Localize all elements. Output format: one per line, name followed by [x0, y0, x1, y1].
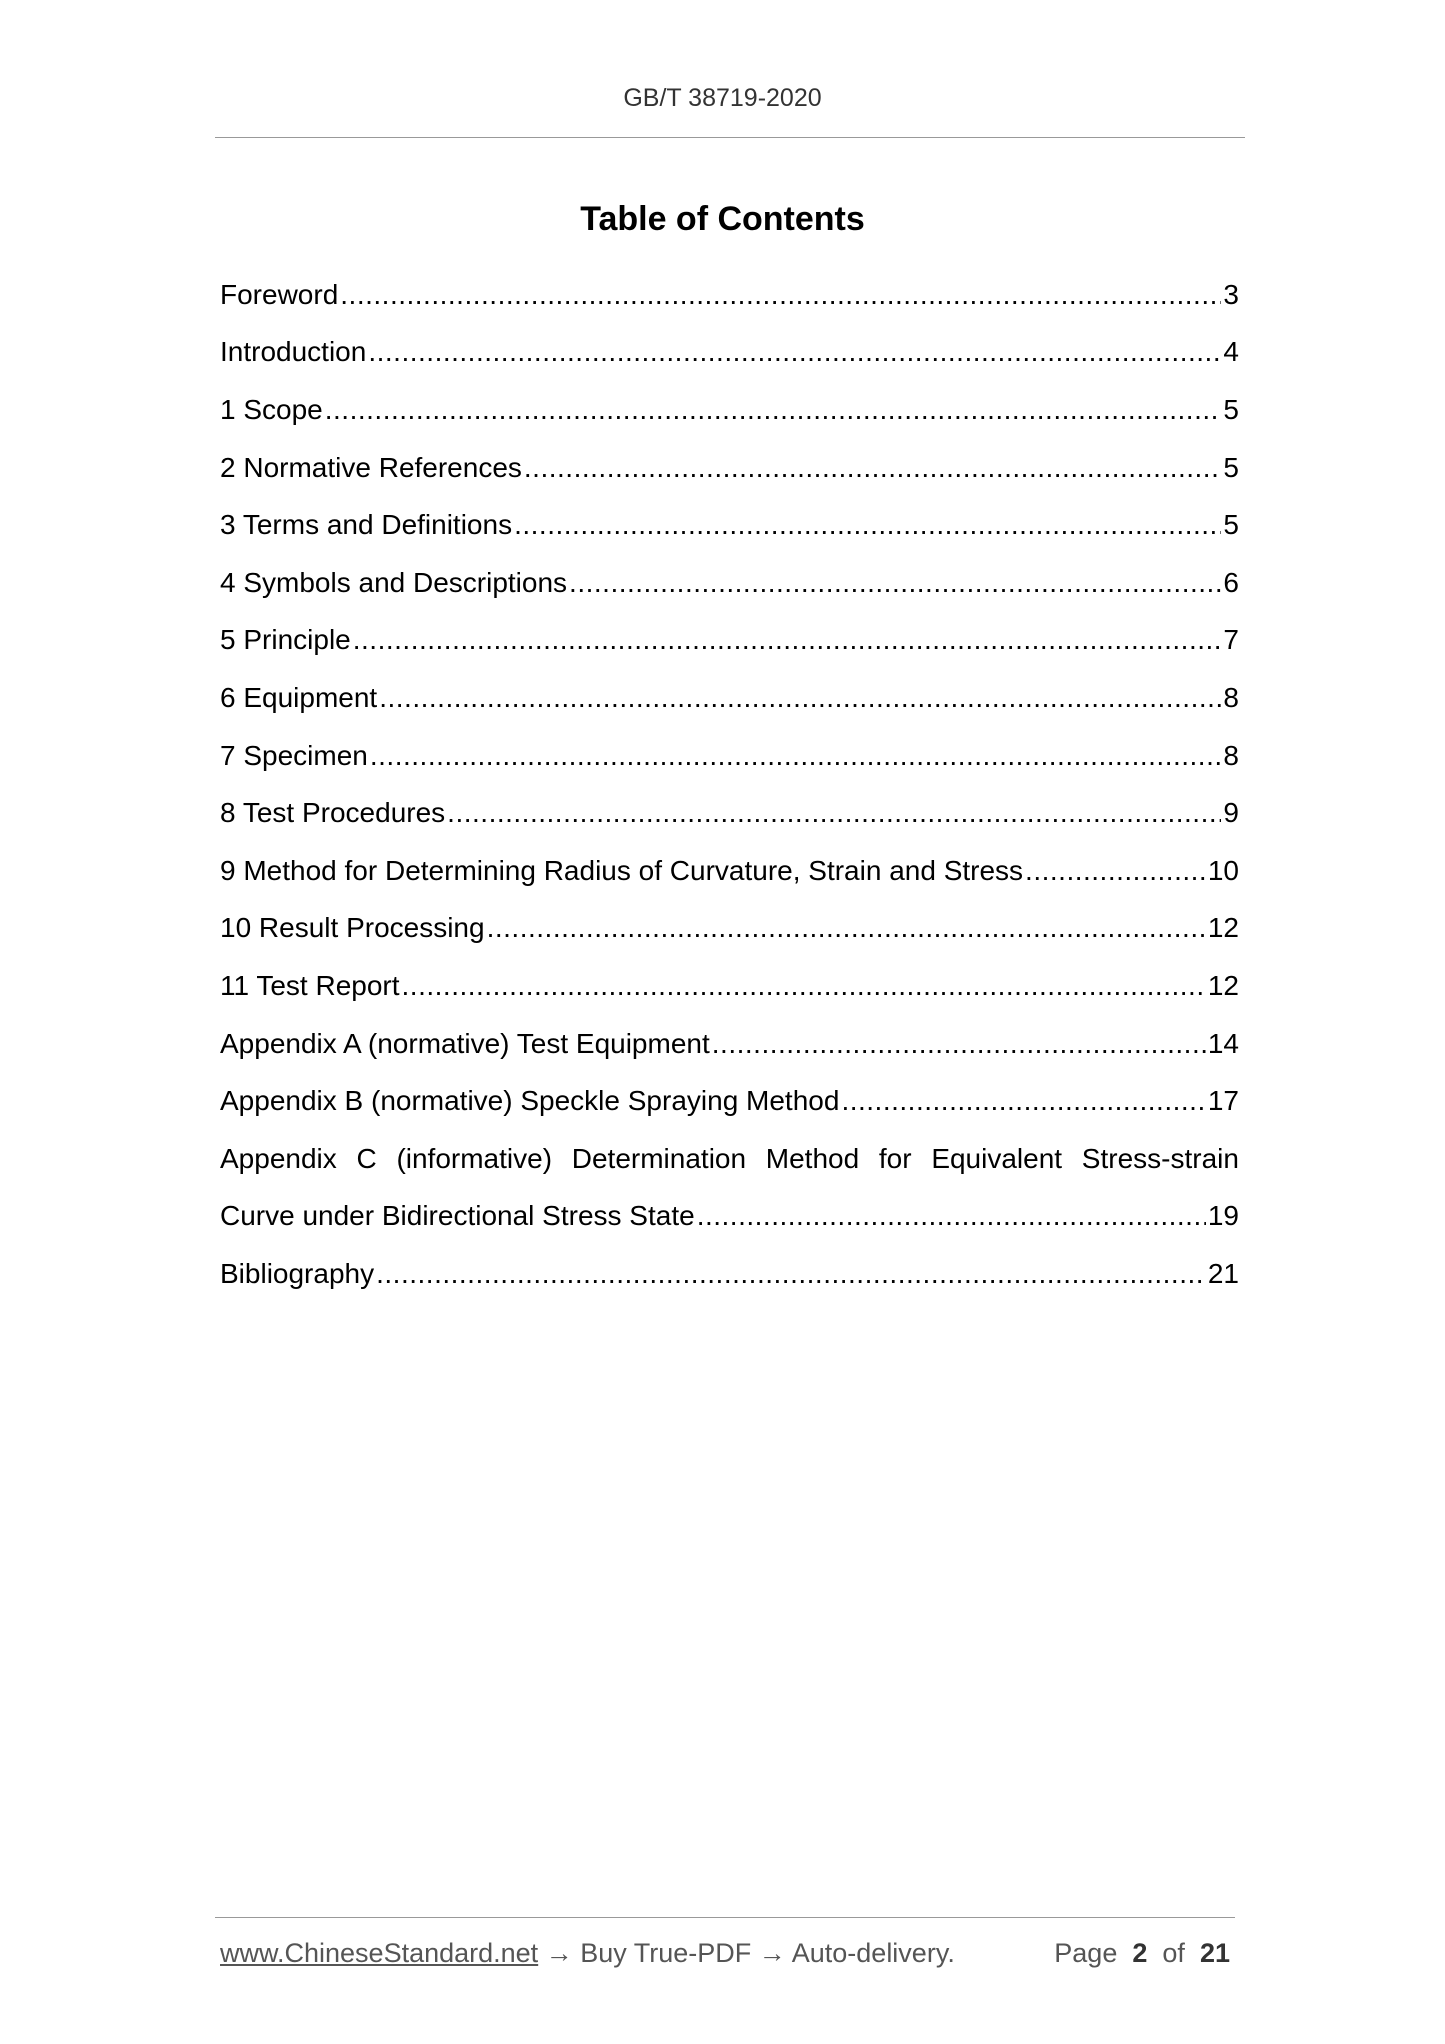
- toc-entry-method-curvature[interactable]: [220, 842, 1239, 900]
- toc-entry-equipment[interactable]: [220, 669, 1239, 727]
- toc-entry-page: 14: [1207, 1027, 1239, 1059]
- toc-dot-leader: [569, 567, 1221, 599]
- toc-entry-label: Curve under Bidirectional Stress State: [220, 1200, 695, 1232]
- toc-entry-label: 8 Test Procedures: [220, 797, 446, 829]
- toc-word: (informative): [396, 1142, 553, 1174]
- toc-entry-page: 9: [1223, 797, 1239, 829]
- footer-tagline: → Buy True-PDF → Auto-delivery.: [538, 1938, 955, 1968]
- toc-entry-scope[interactable]: [220, 381, 1239, 439]
- toc-entry-label: 4 Symbols and Descriptions: [220, 566, 568, 598]
- toc-dot-leader: [368, 336, 1221, 368]
- toc-entry-page: 5: [1223, 509, 1239, 541]
- toc-entry-page: 6: [1223, 566, 1239, 598]
- toc-entry-page: 7: [1223, 624, 1239, 656]
- page-word: Page: [1054, 1938, 1118, 1968]
- site-link[interactable]: www.ChineseStandard.net: [220, 1938, 539, 1968]
- toc-entry-result-processing[interactable]: [220, 900, 1239, 958]
- toc-dot-leader: [487, 912, 1206, 944]
- standard-code-header: GB/T 38719-2020: [623, 84, 822, 112]
- toc-entry-page: 4: [1223, 336, 1239, 368]
- toc-entry-label: Appendix B (normative) Speckle Spraying Method: [220, 1085, 840, 1117]
- toc-entry-label: 6 Equipment: [220, 681, 378, 713]
- toc-entry-page: 19: [1207, 1200, 1239, 1232]
- toc-dot-leader: [379, 682, 1221, 714]
- toc-entry-page: 12: [1207, 912, 1239, 944]
- toc-entry-appendix-a[interactable]: [220, 1015, 1239, 1073]
- toc-dot-leader: [325, 394, 1222, 426]
- toc-dot-leader: [697, 1200, 1206, 1232]
- toc-word: Determination: [571, 1142, 747, 1174]
- toc-list: [220, 266, 1239, 1303]
- toc-word: Method: [765, 1142, 860, 1174]
- toc-entry-label: 2 Normative References: [220, 451, 522, 483]
- toc-entry-page: 17: [1207, 1085, 1239, 1117]
- toc-dot-leader: [1025, 855, 1206, 887]
- toc-entry-page: 3: [1223, 278, 1239, 310]
- current-page-number: 2: [1132, 1938, 1148, 1968]
- header-divider: [215, 137, 1245, 138]
- toc-dot-leader: [353, 624, 1222, 656]
- toc-entry-terms-definitions[interactable]: [220, 496, 1239, 554]
- toc-entry-label: 10 Result Processing: [220, 912, 485, 944]
- toc-entry-label: 3 Terms and Definitions: [220, 509, 513, 541]
- toc-entry-label: Bibliography: [220, 1257, 375, 1289]
- toc-entry-page: 5: [1223, 451, 1239, 483]
- toc-entry-principle[interactable]: [220, 612, 1239, 670]
- toc-dot-leader: [376, 1258, 1206, 1290]
- of-word: of: [1162, 1938, 1185, 1968]
- toc-entry-label: Foreword: [220, 278, 339, 310]
- page-counter: [1054, 1938, 1230, 1969]
- toc-dot-leader: [447, 797, 1221, 829]
- toc-entry-page: 10: [1207, 854, 1239, 886]
- toc-word: for: [878, 1142, 912, 1174]
- footer-promo: [220, 1938, 955, 1969]
- toc-dot-leader: [712, 1028, 1206, 1060]
- toc-entry-page: 8: [1223, 739, 1239, 771]
- toc-title: Table of Contents: [580, 200, 865, 238]
- toc-word: Equivalent: [931, 1142, 1063, 1174]
- toc-word: Appendix: [220, 1142, 337, 1174]
- toc-entry-appendix-c-line2[interactable]: [220, 1188, 1239, 1246]
- toc-entry-page: 21: [1207, 1257, 1239, 1289]
- toc-entry-page: 12: [1207, 969, 1239, 1001]
- toc-entry-foreword[interactable]: [220, 266, 1239, 324]
- toc-entry-page: 5: [1223, 393, 1239, 425]
- toc-entry-appendix-b[interactable]: [220, 1072, 1239, 1130]
- toc-entry-bibliography[interactable]: [220, 1245, 1239, 1303]
- toc-entry-label: 1 Scope: [220, 393, 323, 425]
- toc-entry-introduction[interactable]: [220, 324, 1239, 382]
- toc-entry-label: 11 Test Report: [220, 969, 400, 1001]
- toc-dot-leader: [841, 1085, 1205, 1117]
- toc-dot-leader: [402, 970, 1206, 1002]
- toc-dot-leader: [514, 509, 1221, 541]
- toc-entry-appendix-c-line1[interactable]: [220, 1130, 1239, 1188]
- toc-entry-normative-references[interactable]: [220, 439, 1239, 497]
- toc-dot-leader: [370, 740, 1222, 772]
- toc-entry-specimen[interactable]: [220, 727, 1239, 785]
- toc-word: Stress-strain: [1081, 1142, 1239, 1174]
- toc-dot-leader: [524, 452, 1222, 484]
- toc-entry-label: 9 Method for Determining Radius of Curvature, Strain and Stress: [220, 854, 1024, 886]
- toc-entry-label: 5 Principle: [220, 624, 351, 656]
- toc-dot-leader: [340, 279, 1221, 311]
- footer-divider: [215, 1917, 1235, 1918]
- total-pages-number: 21: [1199, 1938, 1230, 1968]
- toc-entry-symbols-descriptions[interactable]: [220, 554, 1239, 612]
- toc-entry-page: 8: [1223, 681, 1239, 713]
- toc-entry-test-procedures[interactable]: [220, 784, 1239, 842]
- toc-entry-label: Appendix A (normative) Test Equipment: [220, 1027, 710, 1059]
- toc-entry-label: Introduction: [220, 336, 367, 368]
- toc-entry-label: 7 Specimen: [220, 739, 368, 771]
- toc-entry-test-report[interactable]: [220, 957, 1239, 1015]
- toc-word: C: [356, 1142, 377, 1174]
